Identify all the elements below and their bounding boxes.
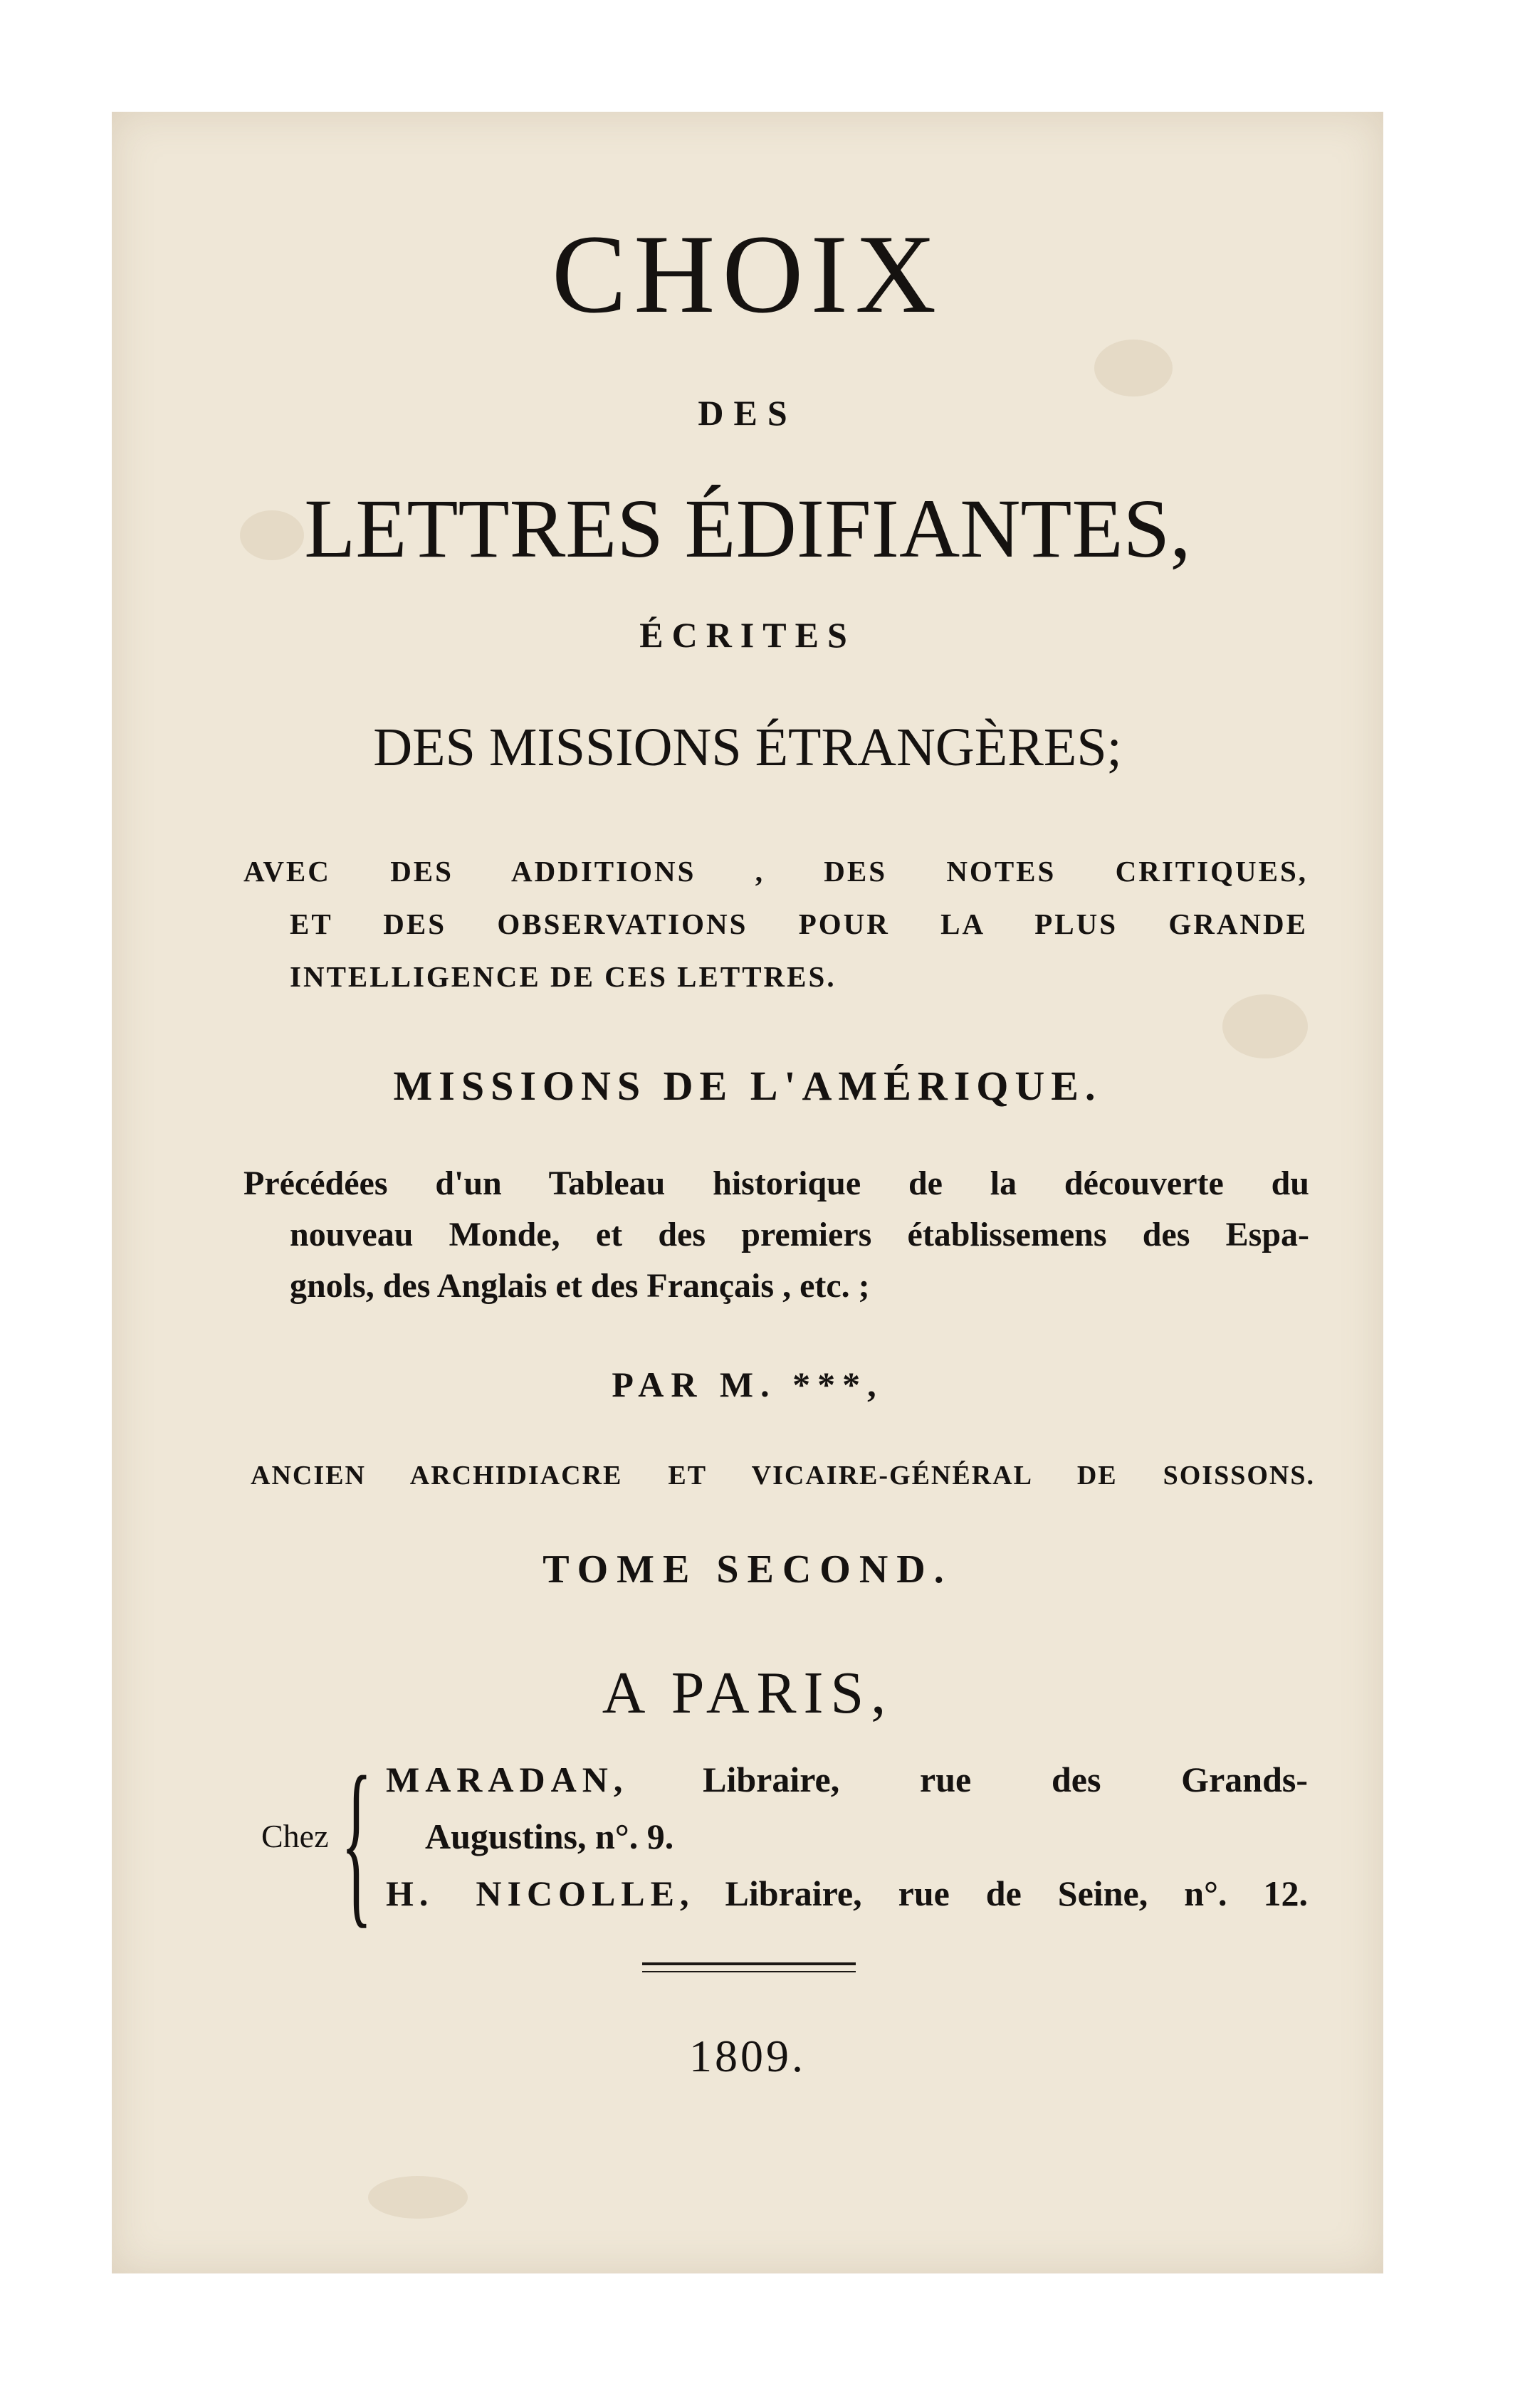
author-title: ANCIEN ARCHIDIACRE ET VICAIRE-GÉNÉRAL DE SOISSONS. (251, 1461, 1315, 1490)
brace-glyph: { (341, 1739, 372, 1944)
paper-stain (1094, 340, 1173, 396)
publication-year: 1809. (689, 2031, 806, 2081)
paper-stain (1222, 994, 1308, 1058)
publisher-1-address: , Libraire, rue des Grands- (613, 1760, 1308, 1799)
preceded-line-3: gnols, des Anglais et des Français , etc. ; (290, 1267, 870, 1305)
title-page (112, 112, 1383, 2273)
subtitle-ecrites: ÉCRITES (639, 615, 856, 655)
title-des: DES (698, 393, 797, 433)
additions-line-2: ET DES OBSERVATIONS POUR LA PLUS GRANDE (290, 908, 1308, 940)
preceded-line-2: nouveau Monde, et des premiers établissemens des Espa- (290, 1216, 1309, 1253)
additions-line-1: AVEC DES ADDITIONS , DES NOTES CRITIQUES, (243, 855, 1308, 888)
double-rule-top (642, 1962, 856, 1965)
publisher-1 (386, 1762, 1308, 1797)
preceded-line-1: Précédées d'un Tableau historique de la découverte du (243, 1164, 1309, 1202)
additions-line-3: INTELLIGENCE DE CES LETTRES. (290, 960, 837, 993)
main-title: LETTRES ÉDIFIANTES, (304, 482, 1191, 575)
publisher-1-address-cont: Augustins, n°. 9. (425, 1816, 674, 1856)
chez-label: Chez (261, 1818, 329, 1854)
author-line: PAR M. ***, (612, 1365, 884, 1404)
publisher-2-name: H. NICOLLE (386, 1873, 681, 1913)
section-title: MISSIONS DE L'AMÉRIQUE. (393, 1063, 1102, 1109)
subtitle-missions: DES MISSIONS ÉTRANGÈRES; (373, 717, 1122, 777)
double-rule-bottom (642, 1971, 856, 1972)
publisher-1-name: MARADAN (386, 1760, 614, 1799)
paper-stain (368, 2176, 468, 2219)
volume-label: TOME SECOND. (542, 1547, 953, 1592)
publisher-2 (386, 1873, 1308, 1913)
imprint-city: A PARIS, (602, 1660, 893, 1726)
title-choix: CHOIX (551, 212, 944, 337)
publisher-2-address: , Libraire, rue de Seine, n°. 12. (680, 1873, 1308, 1913)
